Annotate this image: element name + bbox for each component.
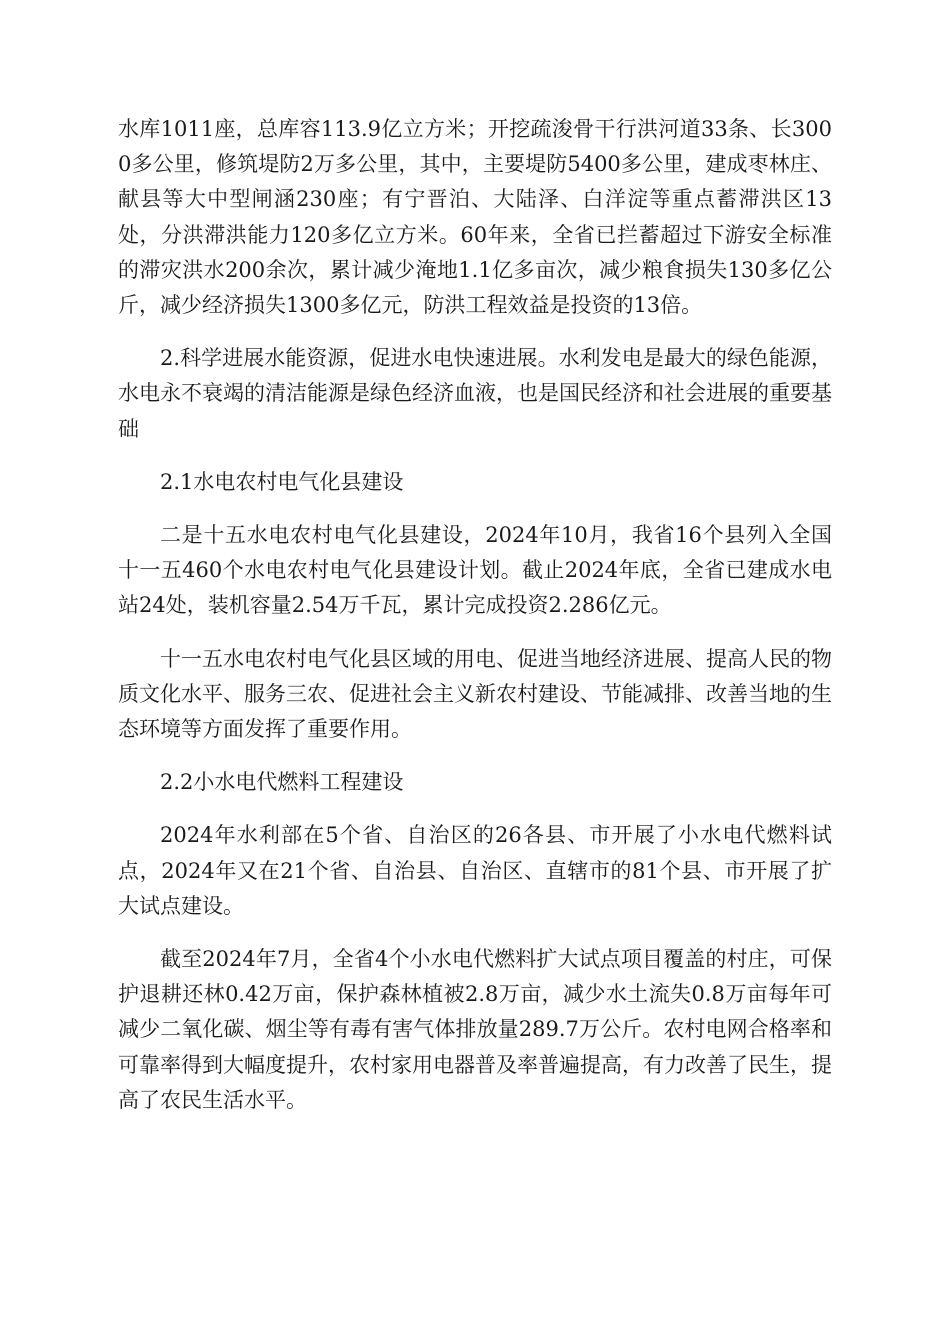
paragraph-hydropower-intro: 2.科学进展水能资源，促进水电快速进展。水利发电是最大的绿色能源，水电永不衰竭的清洁能源是绿色经济血液，也是国民经济和社会进展的重要基础 [118, 346, 832, 441]
paragraph-flood-control-results: 水库1011座，总库容113.9亿立方米；开挖疏浚骨干行洪河道33条、长3000多公里，修筑堤防2万多公里，其中，主要堤防5400多公里，建成枣林庄、献县等大中型闸涵230座；有宁晋泊、大陆泽、白洋淀等重点蓄滞洪区13处，分洪滞洪能力120多亿立方米。60年来，全省已拦蓄超过下游安全标准的滞灾洪水200余次，累计减少淹地1.1亿多亩次，减少粮食损失130多亿公斤，减少经济损失1300多亿元，防洪工程效益是投资的13倍。 [118, 117, 832, 318]
section-heading-rural-electrification: 2.1水电农村电气化县建设 [160, 469, 404, 494]
paragraph-small-hydropower-pilot: 2024年水利部在5个省、自治区的26各县、市开展了小水电代燃料试点，2024年又在21个省、自治县、自治区、直辖市的81个县、市开展了扩大试点建设。 [118, 823, 832, 918]
section-heading-small-hydropower-fuel: 2.2小水电代燃料工程建设 [160, 770, 404, 795]
paragraph-small-hydropower-benefits: 截至2024年7月，全省4个小水电代燃料扩大试点项目覆盖的村庄，可保护退耕还林0.42万亩，保护森林植被2.8万亩，减少水土流失0.8万亩每年可减少二氧化碳、烟尘等有毒有害气体排放量289.7万公斤。农村电网合格率和可靠率得到大幅度提升，农村家用电器普及率普遍提高，有力改善了民生，提高了农民生活水平。 [118, 947, 832, 1112]
paragraph-rural-electrification-effects: 十一五水电农村电气化县区域的用电、促进当地经济进展、提高人民的物质文化水平、服务三农、促进社会主义新农村建设、节能减排、改善当地的生态环境等方面发挥了重要作用。 [118, 646, 832, 742]
paragraph-rural-electrification-plan: 二是十五水电农村电气化县建设，2024年10月，我省16个县列入全国十一五460个水电农村电气化县建设计划。截止2024年底，全省已建成水电站24处，装机容量2.54万千瓦，累计完成投资2.286亿元。 [118, 523, 832, 618]
